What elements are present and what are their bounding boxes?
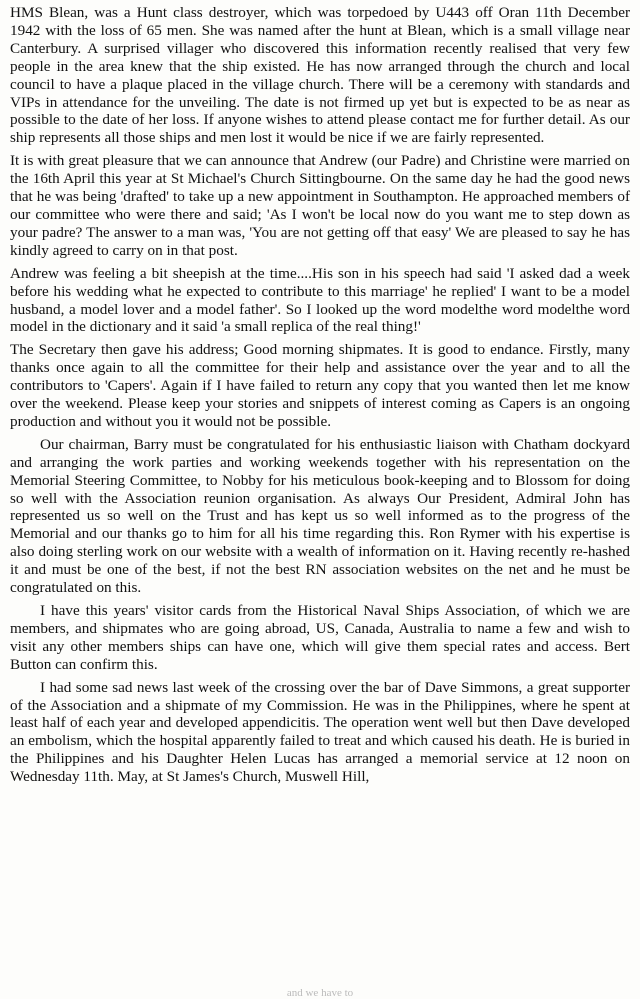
paragraph-secretary-address: The Secretary then gave his address; Good morning shipmates. It is good to endance. Firstly, many thanks once again to all the committee for their help and assistance over the year and to all the contributors to 'Capers'. Again if I have failed to return any copy that you wanted then let me know over the weekend. Please keep your stories and snippets of interest coming as Capers is an ongoing production and without you it would not be possible. xyxy=(10,341,630,430)
paragraph-visitor-cards: I have this years' visitor cards from the Historical Naval Ships Association, of which we are members, and shipmates who are going abroad, US, Canada, Australia to name a few and wish to visit any other members ships can have one, which will give them special rates and access. Bert Button can confirm this. xyxy=(10,602,630,673)
paragraph-chairman-thanks: Our chairman, Barry must be congratulated for his enthusiastic liaison with Chatham dockyard and arranging the work parties and working weekends together with his representation on the Memorial Steering Committee, to Nobby for his meticulous book-keeping and to Blossom for doing so well with the Association reunion organisation. As always Our President, Admiral John has represented us so well on the Trust and has kept us so well informed as to the progress of the Memorial and our thanks go to him for all his time regarding this. Ron Rymer with his expertise is also doing sterling work on our website with a wealth of information on it. Having recently re-hashed it and must be one of the best, if not the best RN association websites on the net and he must be congratulated on this. xyxy=(10,435,630,597)
bleed-through-text: and we have to xyxy=(286,987,354,999)
paragraph-model-husband: Andrew was feeling a bit sheepish at the time....His son in his speech had said 'I asked dad a week before his wedding what he expected to contribute to this marriage' he replied' I want to be a model husband, a model lover and a model father'. So I looked up the word modelthe word modelthe word model in the dictionary and it said 'a small replica of the real thing!' xyxy=(10,264,630,336)
paragraph-padre-wedding: It is with great pleasure that we can announce that Andrew (our Padre) and Christine were married on the 16th April this year at St Michael's Church Sittingbourne. On the same day he had the good news that he was being 'drafted' to take up a new appointment in Southampton. He approached members of our committee who were there and said; 'As I won't be local now do you want me to step down as your padre? The answer to a man was, 'You are not getting off that easy' We are pleased to say he has kindly agreed to carry on in that post. xyxy=(10,152,630,259)
paragraph-hms-blean: HMS Blean, was a Hunt class destroyer, which was torpedoed by U443 off Oran 11th December 1942 with the loss of 65 men. She was named after the hunt at Blean, which is a small village near Canterbury. A surprised villager who discovered this information recently realised that very few people in the area knew that the ship existed. He has now arranged through the church and local council to have a plaque placed in the village church. There will be a ceremony with standards and VIPs in attendance for the unveiling. The date is not firmed up yet but is expected to be as near as possible to the date of her loss. If anyone wishes to attend please contact me for further detail. As our ship represents all those ships and men lost it would be nice if we are fairly represented. xyxy=(10,4,630,147)
paragraph-dave-simmons: I had some sad news last week of the crossing over the bar of Dave Simmons, a great supporter of the Association and a shipmate of my Commission. He was in the Philippines, where he spent at least half of each year and developed appendicitis. The operation went well but then Dave developed an embolism, which the hospital apparently failed to treat and which caused his death. He is buried in the Philippines and his Daughter Helen Lucas has arranged a memorial service at 12 noon on Wednesday 11th. May, at St James's Church, Muswell Hill, xyxy=(10,678,630,786)
